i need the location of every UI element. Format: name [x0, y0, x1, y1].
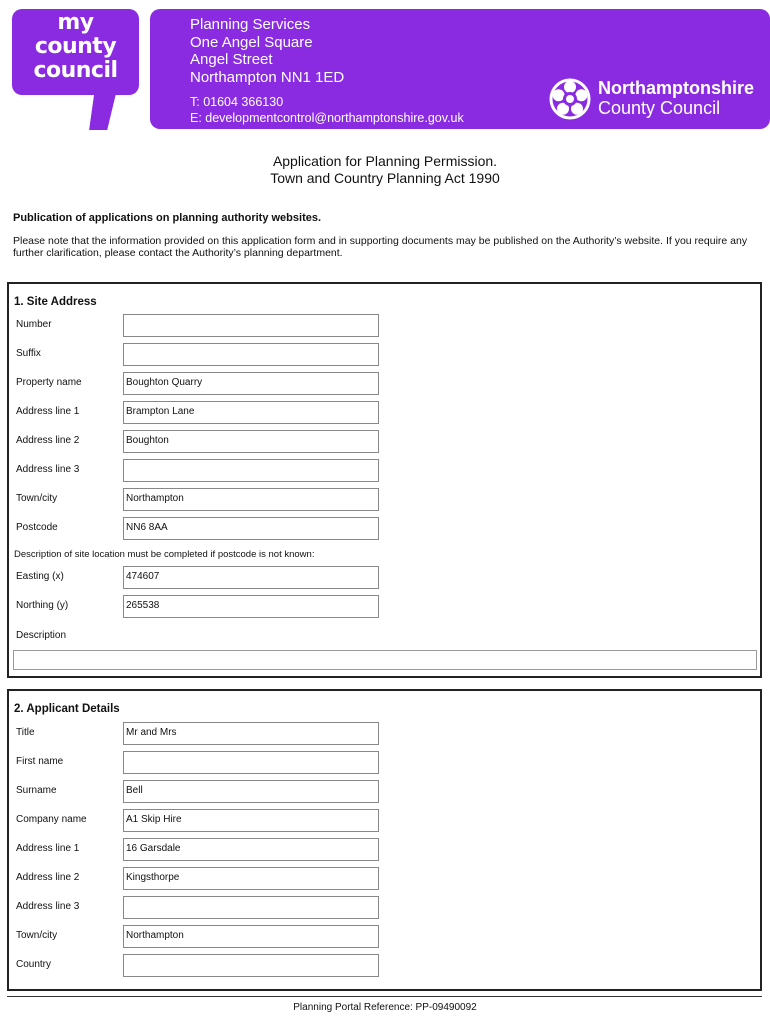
field-label: Postcode [16, 522, 58, 533]
field-label: Number [16, 319, 52, 330]
field-label: Address line 3 [16, 464, 80, 475]
address-line: One Angel Square [190, 33, 313, 51]
field-label: Town/city [16, 930, 58, 941]
address-line: Northampton NN1 1ED [190, 68, 345, 86]
site-postcode-field[interactable]: NN6 8AA [123, 517, 379, 540]
contact-banner [150, 9, 770, 129]
field-label: Address line 2 [16, 872, 80, 883]
section-title: 1. Site Address [14, 296, 97, 308]
field-label: Northing (y) [16, 600, 69, 611]
location-note: Description of site location must be completed if postcode is not known: [14, 549, 315, 560]
title-line-2: Town and Country Planning Act 1990 [270, 170, 500, 186]
email-link[interactable]: E: developmentcontrol@northamptonshire.gov.uk [190, 111, 464, 125]
field-label: Description [16, 630, 67, 641]
field-label: Address line 3 [16, 901, 80, 912]
applicant-address-line-1-field[interactable]: 16 Garsdale [123, 838, 379, 861]
field-label: Surname [16, 785, 57, 796]
field-label: First name [16, 756, 64, 767]
field-label: Property name [16, 377, 82, 388]
site-address-section [7, 282, 762, 678]
site-property-name-field[interactable]: Boughton Quarry [123, 372, 379, 395]
field-label: Address line 1 [16, 406, 80, 417]
applicant-address-line-3-field[interactable] [123, 896, 379, 919]
site-description-field[interactable] [13, 650, 757, 670]
logo-line-county: county [34, 34, 117, 59]
address-line: Planning Services [190, 16, 311, 33]
logo-speech-tail [89, 90, 117, 130]
field-label: Address line 1 [16, 843, 80, 854]
site-address-line-3-field[interactable] [123, 459, 379, 482]
applicant-surname-field[interactable]: Bell [123, 780, 379, 803]
northing-field[interactable]: 265538 [123, 595, 379, 618]
section-title: 2. Applicant Details [14, 703, 120, 715]
portal-reference: Planning Portal Reference: PP-09490092 [293, 1002, 477, 1013]
site-town-field[interactable]: Northampton [123, 488, 379, 511]
applicant-first-name-field[interactable] [123, 751, 379, 774]
rose-emblem-icon [548, 77, 592, 121]
applicant-town-field[interactable]: Northampton [123, 925, 379, 948]
applicant-details-section [7, 689, 762, 991]
field-label: Easting (x) [16, 571, 64, 582]
site-address-line-2-field[interactable]: Boughton [123, 430, 379, 453]
address-line: Angel Street [190, 51, 273, 68]
field-label: Town/city [16, 493, 58, 504]
applicant-country-field[interactable] [123, 954, 379, 977]
field-label: Company name [16, 814, 87, 825]
footer-divider [7, 996, 762, 997]
field-label: Title [16, 727, 35, 738]
field-label: Suffix [16, 348, 41, 359]
office-address [190, 16, 344, 86]
applicant-title-field[interactable]: Mr and Mrs [123, 722, 379, 745]
site-number-field[interactable] [123, 314, 379, 337]
field-label: Country [16, 959, 52, 970]
easting-field[interactable]: 474607 [123, 566, 379, 589]
publication-heading: Publication of applications on planning authority websites. [13, 212, 322, 224]
logo-line-my: my [57, 10, 94, 35]
site-suffix-field[interactable] [123, 343, 379, 366]
document-title [0, 153, 770, 187]
telephone-text: T: 01604 366130 [190, 95, 284, 109]
applicant-company-field[interactable]: A1 Skip Hire [123, 809, 379, 832]
title-line-1: Application for Planning Permission. [272, 153, 498, 169]
council-name-line-2: County Council [598, 98, 721, 118]
logo-text [12, 11, 139, 83]
site-address-line-1-field[interactable]: Brampton Lane [123, 401, 379, 424]
contact-details [190, 94, 464, 126]
applicant-address-line-2-field[interactable]: Kingsthorpe [123, 867, 379, 890]
publication-note: Please note that the information provided on this application form and in supporting documents may be published on the Authority’s website. If you require any further clarification, please contact the Authority’s planning department. [13, 235, 748, 259]
logo-line-council: council [33, 58, 118, 83]
council-name-line-1: Northamptonshire [598, 78, 755, 98]
field-label: Address line 2 [16, 435, 80, 446]
council-name [598, 78, 754, 118]
